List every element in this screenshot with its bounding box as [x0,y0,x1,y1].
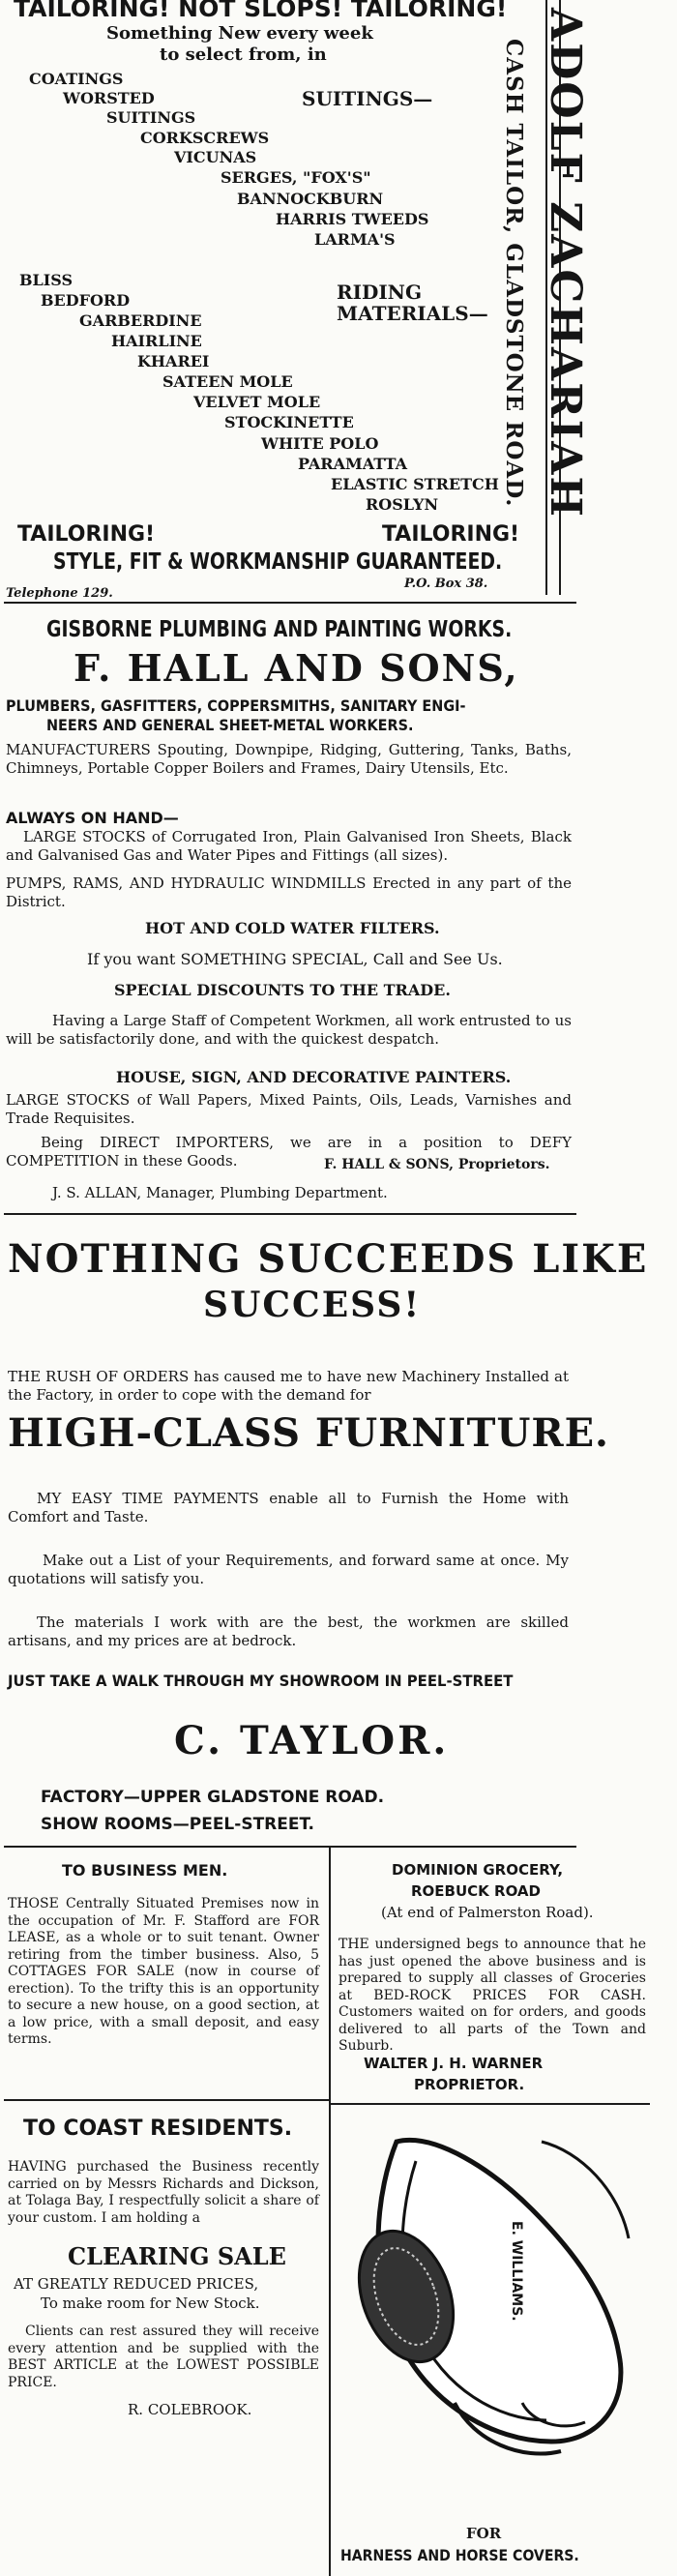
coast-heading: TO COAST RESIDENTS. [23,2117,293,2141]
po-box: P.O. Box 38. [404,577,488,591]
suitings-label: SUITINGS— [302,87,433,110]
easy-time-text: MY EASY TIME PAYMENTS enable all to Furnish the Home with Comfort and Taste. [8,1490,569,1525]
cloth-item: ROSLYN [366,495,439,514]
section-rule [4,1846,576,1848]
vertical-name: ADOLF ZACHARIAH [541,8,590,518]
materials-text: The materials I work with are the best, the workmen are skilled artisans, and my prices are at bedrock. [8,1614,569,1649]
coast-text: HAVING purchased the Business recently carried on by Messrs Richards and Dickson, at Tolaga Bay, I respectfully solicit a share of your custom. I am holding a [8,2159,319,2226]
manufacturers-text: MANUFACTURERS Spouting, Downpipe, Ridging, Guttering, Tanks, Baths, Chimneys, Portable Copper Boilers and Frames, Dairy Utensils, Etc. [6,741,572,777]
cloth-item: SUITINGS [106,108,196,127]
cloth-item: VICUNAS [174,148,257,166]
clients-text: Clients can rest assured they will receive every attention and be supplied with the BEST ARTICLE at the LOWEST POSSIBLE PRICE. [8,2324,319,2390]
manager: J. S. ALLAN, Manager, Plumbing Department. [52,1184,388,1201]
cloth-item: GARBERDINE [79,311,202,330]
room-for-stock: To make room for New Stock. [41,2295,260,2312]
riding-label: RIDING [337,281,423,304]
cloth-item: STOCKINETTE [224,413,354,431]
grocery-name: WALTER J. H. WARNER [364,2055,544,2072]
large-stocks: LARGE STOCKS of Wall Papers, Mixed Paints, Oils, Leads, Varnishes and Trade Requisites. [6,1091,572,1127]
tailoring-right: TAILORING! [382,522,520,547]
cloth-item: VELVET MOLE [193,393,321,411]
tailor-subline-2: to select from, in [160,44,327,65]
tailor-top-heading: TAILORING! NOT SLOPS! TAILORING! [14,0,508,22]
special-discounts: SPECIAL DISCOUNTS TO THE TRADE. [114,981,451,999]
grocery-heading-3: (At end of Palmerston Road). [381,1904,594,1921]
furniture-headline-2: SUCCESS! [203,1285,422,1325]
plumbing-heading: GISBORNE PLUMBING AND PAINTING WORKS. [46,617,513,642]
showrooms-line: SHOW ROOMS—PEEL-STREET. [41,1815,314,1834]
taylor-name: C. TAYLOR. [174,1718,450,1763]
cloth-item: COATINGS [29,70,124,88]
always-text: LARGE STOCKS of Corrugated Iron, Plain Galvanised Iron Sheets, Black and Galvanised Gas and Water Pipes and Fittings (all sizes). [6,828,572,864]
trades-line-1: PLUMBERS, GASFITTERS, COPPERSMITHS, SANITARY ENGI- [6,696,466,715]
harness-for: FOR [466,2525,502,2542]
telephone: Telephone 129. [6,586,113,601]
clearing-sale: CLEARING SALE [68,2242,286,2270]
saddle-label: E. WILLIAMS. [509,2221,524,2322]
cloth-item: WORSTED [63,89,155,107]
cloth-item: HAIRLINE [111,332,202,350]
house-sign: HOUSE, SIGN, AND DECORATIVE PAINTERS. [116,1068,512,1086]
vertical-address: CASH TAILOR, GLADSTONE ROAD. [501,39,527,508]
section-rule [4,2099,329,2101]
grocery-heading-1: DOMINION GROCERY, [392,1861,564,1879]
cloth-item: LARMA'S [314,230,396,249]
cloth-item: SERGES, "FOX'S" [221,168,371,187]
trades-line-2: NEERS AND GENERAL SHEET-METAL WORKERS. [46,716,414,734]
factory-line: FACTORY—UPPER GLADSTONE ROAD. [41,1788,385,1807]
rush-text: THE RUSH OF ORDERS has caused me to have new Machinery Installed at the Factory, in order to cope with the demand for [8,1368,569,1404]
furniture-headline-1: NOTHING SUCCEEDS LIKE [8,1236,649,1282]
importers-text: Being DIRECT IMPORTERS, we are in a position to DEFY COMPETITION in these Goods. [6,1134,572,1170]
cloth-item: BLISS [19,271,74,289]
pumps-text: PUMPS, RAMS, AND HYDRAULIC WINDMILLS Erected in any part of the District. [6,874,572,910]
guarantee-line: STYLE, FIT & WORKMANSHIP GUARANTEED. [53,549,503,575]
cloth-item: ELASTIC STRETCH [331,475,499,493]
something-special: If you want SOMETHING SPECIAL, Call and See Us. [87,950,503,968]
cloth-item: SATEEN MOLE [162,372,293,391]
always-heading: ALWAYS ON HAND— [6,809,179,827]
colebrook-signature: R. COLEBROOK. [128,2401,252,2418]
cloth-item: CORKSCREWS [140,129,270,147]
reduced-prices: AT GREATLY REDUCED PRICES, [14,2275,259,2293]
cloth-item: KHAREI [137,352,210,370]
hot-cold: HOT AND COLD WATER FILTERS. [145,919,440,937]
walk-text: JUST TAKE A WALK THROUGH MY SHOWROOM IN PEEL-STREET [8,1672,514,1690]
materials-label: MATERIALS— [337,302,488,325]
section-rule [4,602,576,604]
grocery-text: THE undersigned begs to announce that he has just opened the above business and is prepared to supply all classes of Groceries at BED-ROCK PRICES FOR CASH. Customers waited on for orders, and goods delivered to all parts of the Town and Suburb. [338,1937,646,2054]
list-text: Make out a List of your Requirements, and forward same at once. My quotations will satisfy you. [8,1552,569,1587]
saddle-illustration [338,2113,646,2480]
tailoring-left: TAILORING! [17,522,156,547]
cloth-item: BANNOCKBURN [237,190,384,208]
section-rule [331,2103,650,2105]
cloth-item: BEDFORD [41,291,131,310]
cloth-item: PARAMATTA [298,455,408,473]
cloth-item: HARRIS TWEEDS [276,210,429,228]
grocery-heading-2: ROEBUCK ROAD [411,1882,541,1900]
cloth-item: WHITE POLO [261,434,379,453]
staff-text: Having a Large Staff of Competent Workmen, all work entrusted to us will be satisfactorily done, and with the quickest despatch. [6,1012,572,1048]
section-rule [4,1213,576,1215]
tailor-subline-1: Something New every week [106,23,373,44]
harness-tagline: HARNESS AND HORSE COVERS. [340,2546,579,2564]
column-divider [329,1848,331,2576]
grocery-title: PROPRIETOR. [414,2076,525,2093]
highclass-furniture: HIGH-CLASS FURNITURE. [8,1410,609,1456]
business-text: THOSE Centrally Situated Premises now in the occupation of Mr. F. Stafford are FOR LEASE, as a whole or to suit tenant. Owner retiring from the timber business. Also, 5 COTTAGES FOR SALE (now in course of erection). To the trifty this is an opportunity to secure a new house, on a good section, at a low price, with a small deposit, and easy terms. [8,1896,319,2047]
business-heading: TO BUSINESS MEN. [62,1861,228,1880]
plumbing-firm: F. HALL AND SONS, [74,646,519,690]
proprietors: F. HALL & SONS, Proprietors. [324,1157,550,1172]
